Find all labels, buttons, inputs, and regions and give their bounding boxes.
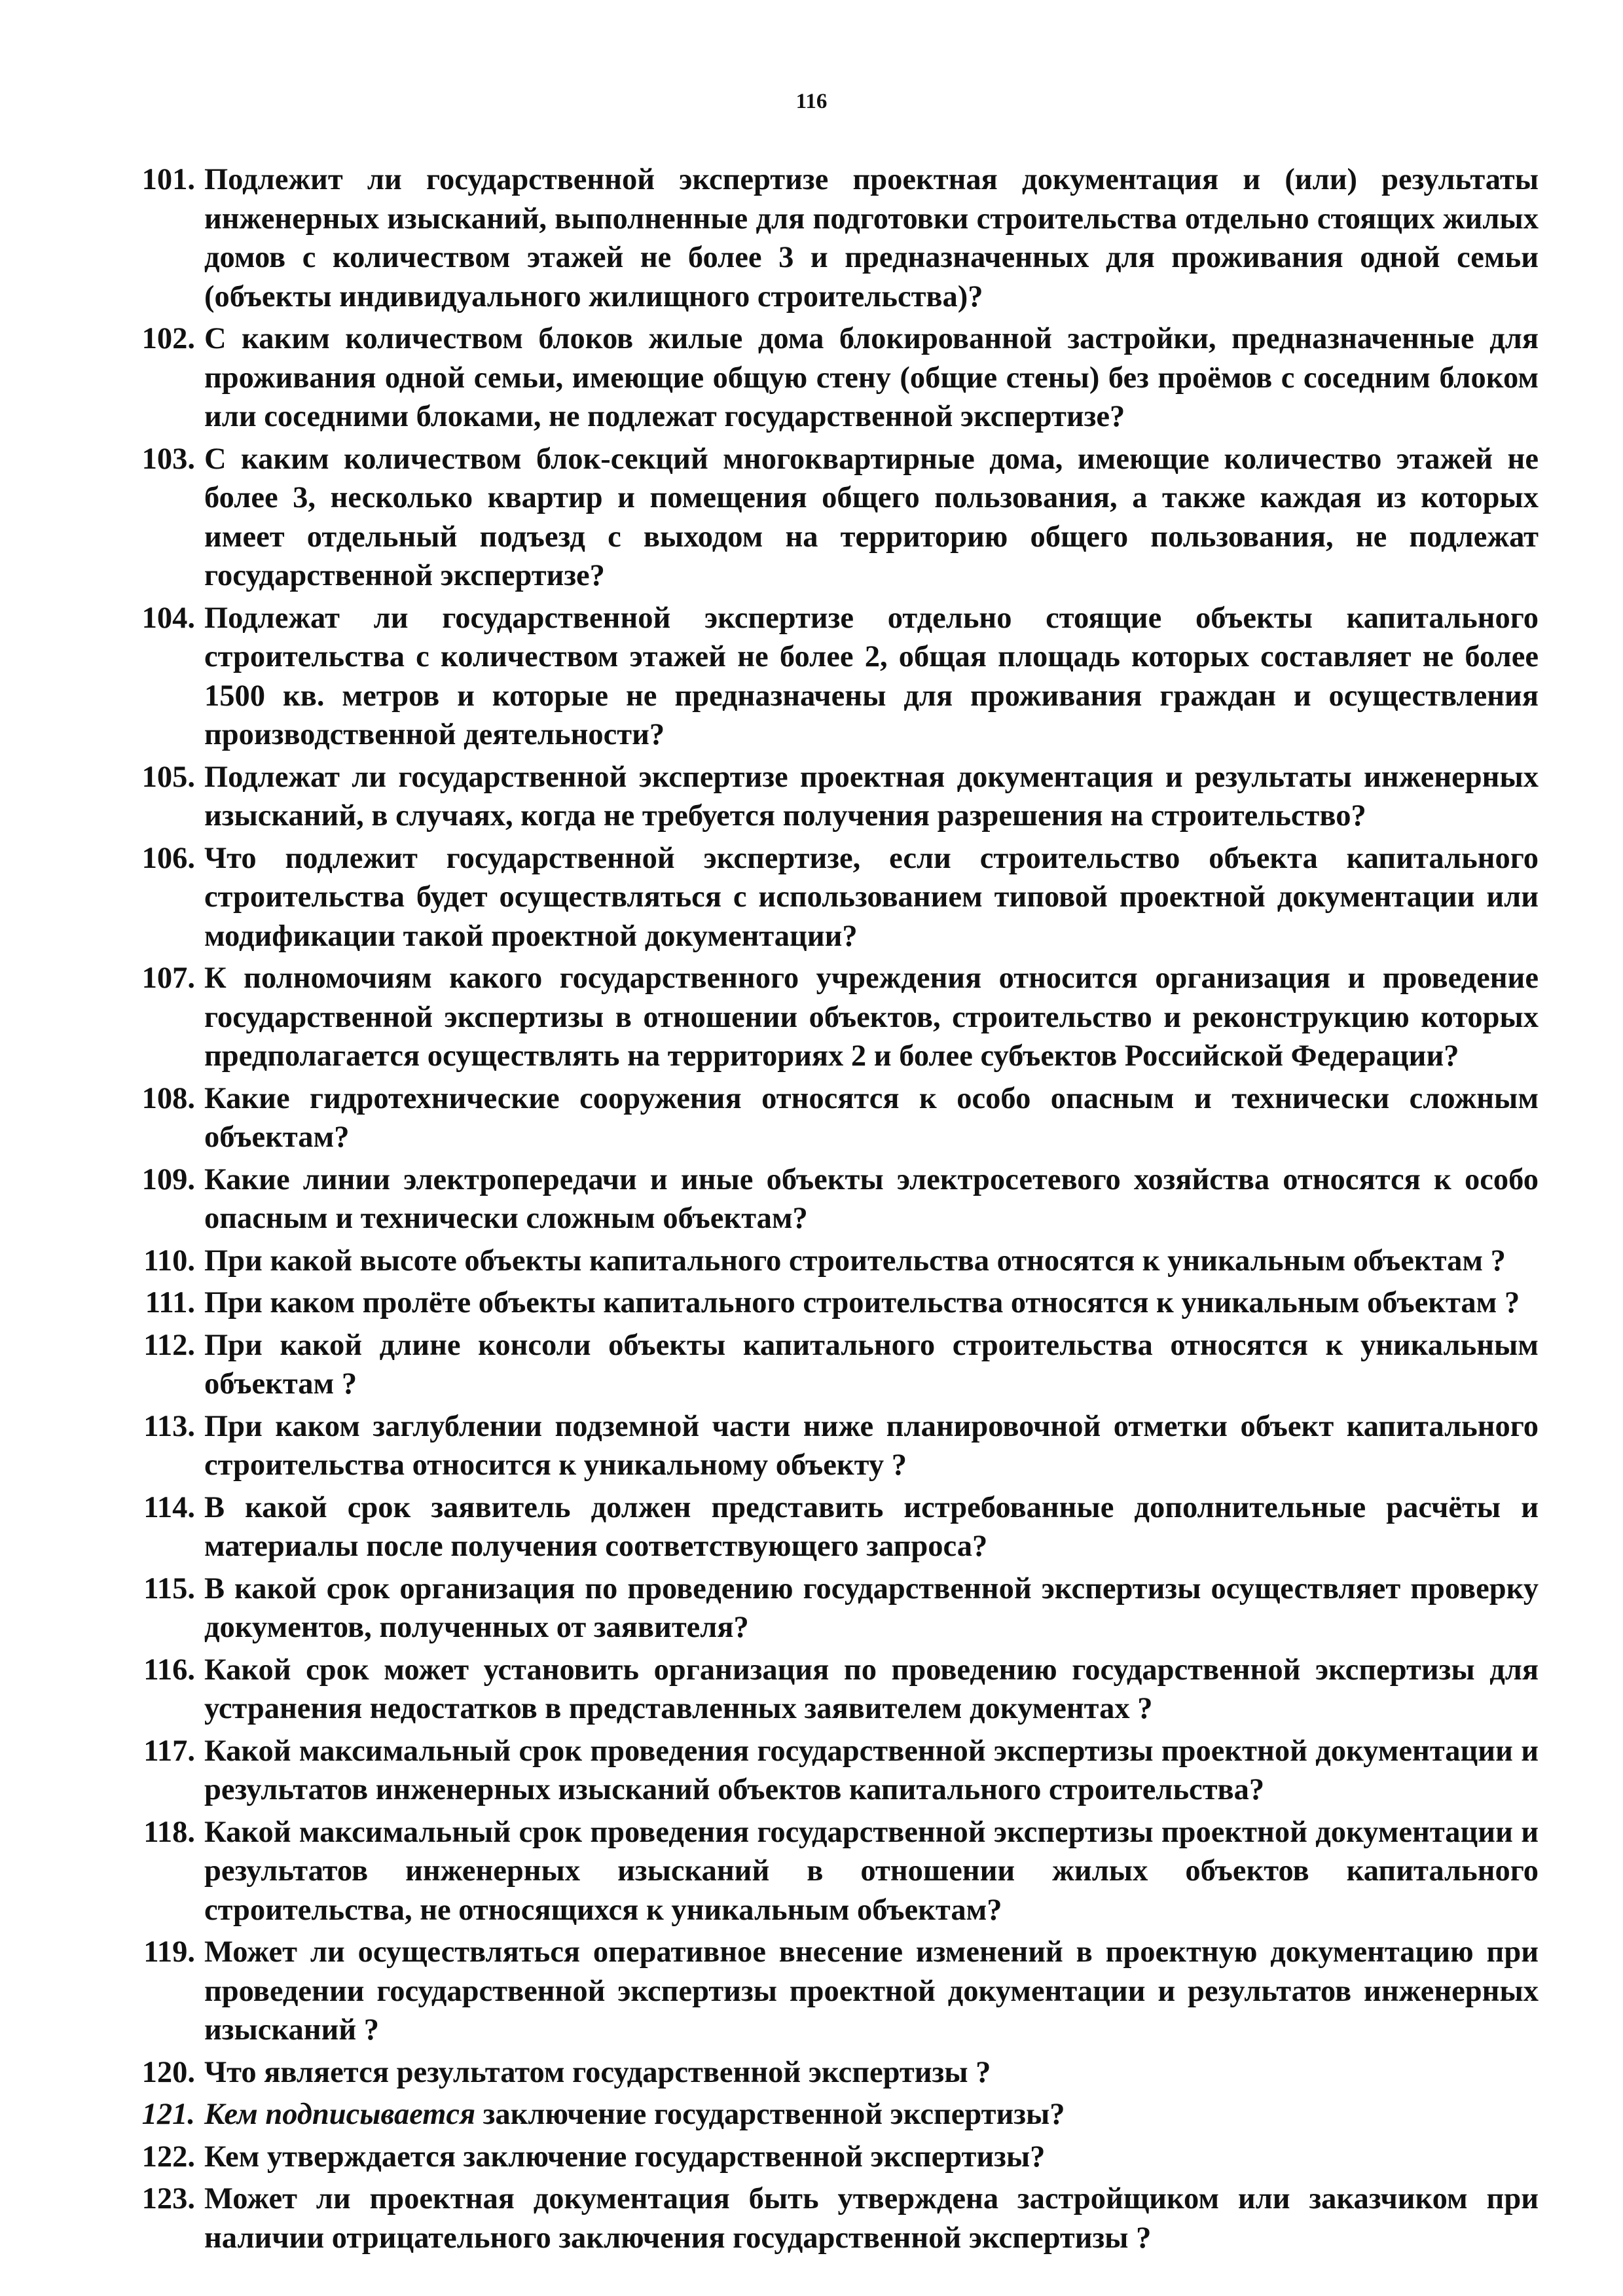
question-item: [111, 1326, 1539, 1404]
question-number: 117.: [143, 1734, 195, 1768]
question-text: С каким количеством блоков жилые дома блокированной застройки, предназначенные для проживания одной семьи, имеющие общую стену (общие стены) без проёмов с соседним блоком или соседними блоками, не подлежат государственной экспертизе?: [204, 322, 1539, 433]
question-item: [111, 758, 1539, 836]
question-number: 108.: [141, 1081, 195, 1115]
question-item: [111, 1079, 1539, 1157]
question-number: 119.: [143, 1935, 195, 1969]
question-text: Кем утверждается заключение государственной экспертизы?: [204, 2140, 1046, 2174]
question-text: Подлежат ли государственной экспертизе отдельно стоящие объекты капитального строительства с количеством этажей не более 2, общая площадь которых составляет не более 1500 кв. метров и которые не предназначены для проживания граждан и осуществления производственной деятельности?: [204, 601, 1539, 751]
question-item: [111, 839, 1539, 956]
question-text: [204, 2095, 1539, 2134]
question-item: [111, 1242, 1539, 1281]
question-item: [111, 160, 1539, 316]
question-number: 107.: [141, 961, 195, 995]
question-item: [111, 1813, 1539, 1930]
question-number: 114.: [143, 1490, 195, 1524]
question-number: 104.: [141, 601, 195, 635]
question-number: 120.: [141, 2055, 195, 2089]
question-text: Какой срок может установить организация по проведению государственной экспертизы для устранения недостатков в представленных заявителем документах ?: [204, 1653, 1539, 1725]
question-text: Какой максимальный срок проведения государственной экспертизы проектной документации и результатов инженерных изысканий в отношении жилых объектов капитального строительства, не относящихся к уникальным объектам?: [204, 1815, 1539, 1927]
question-number: 109.: [141, 1162, 195, 1196]
question-item: [111, 599, 1539, 755]
question-text: Подлежит ли государственной экспертизе проектная документация и (или) результаты инженерных изысканий, выполненные для подготовки строительства отдельно стоящих жилых домов с количеством этажей не более 3 и предназначенных для проживания одной семьи (объекты индивидуального жилищного строительства)?: [204, 163, 1539, 314]
question-text: Может ли проектная документация быть утверждена застройщиком или заказчиком при наличии отрицательного заключения государственной экспертизы ?: [204, 2182, 1539, 2255]
question-item: [111, 2053, 1539, 2092]
question-text-emphasis: Кем подписывается: [204, 2098, 476, 2131]
question-item: [111, 2179, 1539, 2257]
question-text-rest: заключение государственной экспертизы?: [475, 2098, 1065, 2131]
question-item: [111, 319, 1539, 437]
question-item: [111, 1570, 1539, 1647]
question-text: Может ли осуществляться оперативное внесение изменений в проектную документацию при проведении государственной экспертизы проектной документации и результатов инженерных изысканий ?: [204, 1935, 1539, 2047]
question-text: Что является результатом государственной экспертизы ?: [204, 2055, 991, 2089]
question-text: При какой длине консоли объекты капитального строительства относятся к уникальным объектам ?: [204, 1328, 1539, 1401]
question-item: [111, 959, 1539, 1076]
question-number: 101.: [141, 163, 195, 196]
question-text: При каком пролёте объекты капитального строительства относятся к уникальным объектам ?: [204, 1286, 1520, 1319]
question-number: 118.: [143, 1815, 195, 1849]
question-text: Подлежат ли государственной экспертизе проектная документация и результаты инженерных изысканий, в случаях, когда не требуется получения разрешения на строительство?: [204, 760, 1539, 833]
question-text: К полномочиям какого государственного учреждения относится организация и проведение государственной экспертизы в отношении объектов, строительство и реконструкцию которых предполагается осуществлять на территориях 2 и более субъектов Российской Федерации?: [204, 961, 1539, 1073]
question-item: [111, 1651, 1539, 1729]
question-item: [111, 440, 1539, 596]
question-number: 110.: [143, 1244, 195, 1278]
question-text: При каком заглублении подземной части ниже планировочной отметки объект капитального строительства относится к уникальному объекту ?: [204, 1409, 1539, 1482]
question-number: 123.: [141, 2182, 195, 2215]
question-item: [111, 1407, 1539, 1485]
question-item: [111, 1933, 1539, 2050]
question-list: [111, 160, 1539, 2261]
question-number: 105.: [141, 760, 195, 794]
question-number: 112.: [143, 1328, 195, 1362]
question-number: 122.: [141, 2140, 195, 2174]
question-number: 113.: [143, 1409, 195, 1443]
question-number: 106.: [141, 841, 195, 875]
question-text: В какой срок организация по проведению государственной экспертизы осуществляет проверку документов, полученных от заявителя?: [204, 1571, 1539, 1644]
question-text: В какой срок заявитель должен представить истребованные дополнительные расчёты и материалы после получения соответствующего запроса?: [204, 1490, 1539, 1563]
question-text: Какие линии электропередачи и иные объекты электросетевого хозяйства относятся к особо опасным и технически сложным объектам?: [204, 1162, 1539, 1235]
question-text: С каким количеством блок-секций многоквартирные дома, имеющие количество этажей не более 3, несколько квартир и помещения общего пользования, а также каждая из которых имеет отдельный подъезд с выходом на территорию общего пользования, не подлежат государственной экспертизе?: [204, 442, 1539, 592]
question-number: 121.: [141, 2098, 195, 2131]
question-item: [111, 2095, 1539, 2134]
question-text: Какие гидротехнические сооружения относятся к особо опасным и технически сложным объектам?: [204, 1081, 1539, 1154]
question-number: 103.: [141, 442, 195, 476]
question-item: [111, 2138, 1539, 2177]
question-item: [111, 1488, 1539, 1566]
question-number: 111.: [145, 1286, 195, 1319]
question-item: [111, 1732, 1539, 1810]
question-number: 102.: [141, 322, 195, 355]
question-item: [111, 1160, 1539, 1238]
question-number: 116.: [143, 1653, 195, 1687]
page-number: 116: [795, 90, 828, 113]
question-text: Что подлежит государственной экспертизе, если строительство объекта капитального строительства будет осуществляться с использованием типовой проектной документации или модификации такой проектной документации?: [204, 841, 1539, 953]
question-number: 115.: [143, 1571, 195, 1605]
question-text: При какой высоте объекты капитального строительства относятся к уникальным объектам ?: [204, 1244, 1506, 1278]
question-item: [111, 1283, 1539, 1323]
question-text: Какой максимальный срок проведения государственной экспертизы проектной документации и результатов инженерных изысканий объектов капитального строительства?: [204, 1734, 1539, 1806]
